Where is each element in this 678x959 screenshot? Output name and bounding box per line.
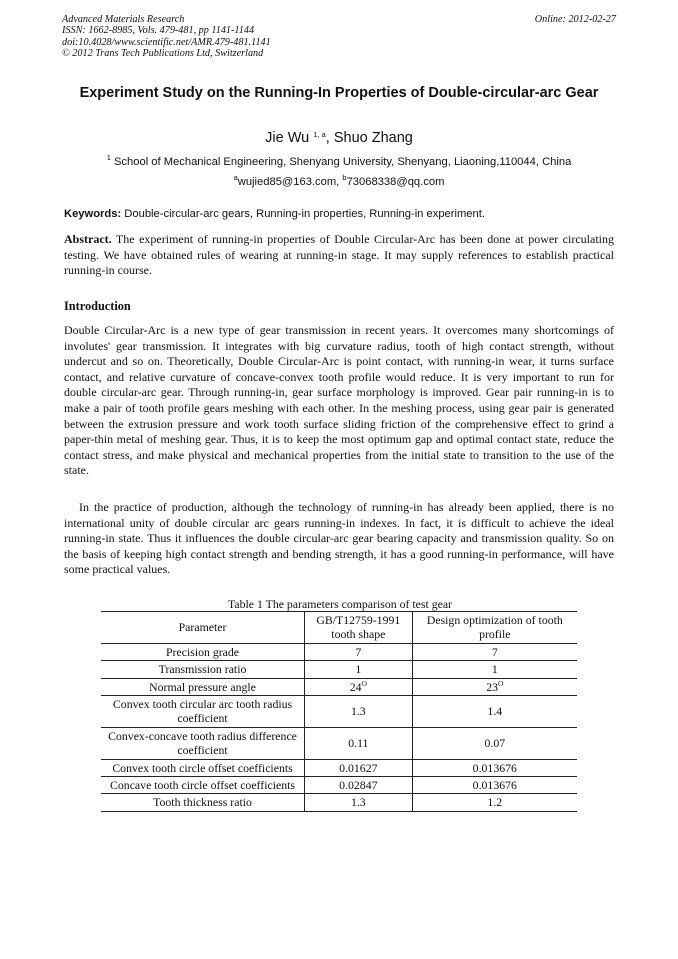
table-cell: 7 <box>305 643 413 660</box>
paper-title: Experiment Study on the Running-In Properties of Double-circular-arc Gear <box>79 85 599 101</box>
table-cell: Precision grade <box>101 643 305 660</box>
table-cell: 0.07 <box>484 736 506 751</box>
email-sup-b: b <box>342 173 347 182</box>
journal-header <box>62 14 618 60</box>
header-parameter: Parameter <box>101 612 305 644</box>
table-cell: 0.11 <box>305 727 413 759</box>
author-separator: , <box>325 130 334 146</box>
header-gb-tooth-shape: GB/T12759-1991 tooth shape <box>305 612 413 644</box>
copyright-line: © 2012 Trans Tech Publications Ltd, Switzerland <box>62 48 264 60</box>
table-cell: Convex tooth circular arc tooth radius coefficient <box>101 696 305 728</box>
table-row <box>101 794 577 811</box>
table-cell: 1 <box>305 661 413 678</box>
table-cell: Tooth thickness ratio <box>101 794 305 811</box>
table-cell: 1.3 <box>305 696 413 728</box>
table-caption: Table 1 The parameters comparison of test gear <box>228 597 452 611</box>
table-cell-angle <box>412 678 577 695</box>
table-row <box>101 759 577 776</box>
header-design-optimization: Design optimization of tooth profile <box>426 613 563 642</box>
keywords-text: Double-circular-arc gears, Running-in properties, Running-in experiment. <box>121 208 485 220</box>
table-cell: 1 <box>491 662 498 677</box>
table-cell: 0.02847 <box>305 777 413 794</box>
table-cell-angle <box>305 678 413 695</box>
author-1-sup: 1, a <box>313 130 326 139</box>
table-cell: 1.4 <box>487 704 503 719</box>
author-1: Jie Wu <box>265 130 310 146</box>
table-cell: 7 <box>491 644 498 659</box>
issn-line: ISSN: 1662-8985, Vols. 479-481, pp 1141-1144 <box>62 25 255 37</box>
abstract-label: Abstract. <box>64 232 112 246</box>
table-row <box>101 661 577 678</box>
keywords-label: Keywords: <box>64 208 122 220</box>
email-line <box>62 173 616 188</box>
email-1: wujied85@163.com, <box>237 176 343 188</box>
table-cell: Transmission ratio <box>101 661 305 678</box>
angle-value: 24 <box>349 679 362 694</box>
affiliation-sup: 1 <box>106 153 111 162</box>
table-cell: Normal pressure angle <box>101 678 305 695</box>
table-cell: Concave tooth circle offset coefficients <box>101 777 305 794</box>
author-2: Shuo Zhang <box>333 130 413 146</box>
table-cell: Convex-concave tooth radius difference coefficient <box>101 727 305 759</box>
abstract-text: The experiment of running-in properties of Double Circular-Arc has been done at power circulating testing. We have obtained rules of wearing at running-in stage. It may supply references to establish practical running-in course. <box>64 232 614 278</box>
table-cell: 0.01627 <box>305 759 413 776</box>
keywords <box>64 208 616 220</box>
table-cell: 0.013676 <box>472 778 517 793</box>
table-cell: 0.013676 <box>472 760 517 775</box>
degree-mark: O <box>497 678 504 688</box>
author-line <box>62 130 616 146</box>
abstract <box>64 232 614 279</box>
degree-mark: O <box>361 678 367 688</box>
parameters-table <box>101 611 577 812</box>
table-header-row <box>101 612 577 644</box>
online-date: Online: 2012-02-27 <box>534 14 616 25</box>
email-2: 73068338@qq.com <box>346 176 445 188</box>
email-sup-a: a <box>233 173 238 182</box>
table-row <box>101 727 577 759</box>
table-row <box>101 696 577 728</box>
table-row <box>101 777 577 794</box>
doi-line: doi:10.4028/www.scientific.net/AMR.479-481.1141 <box>62 36 271 48</box>
angle-value: 23 <box>486 679 498 694</box>
introduction-heading: Introduction <box>64 299 131 313</box>
table-cell: Convex tooth circle offset coefficients <box>101 759 305 776</box>
intro-paragraph-2: In the practice of production, although the technology of running-in has already been applied, there is no international unity of double circular arc gears running-in indexes. In fact, it is difficult to achieve the ideal running-in state. Thus it influences the double circular-arc gear bearing capacity and transmission quality. So on the basis of keeping high contact strength and bending strength, it has a good running-in performance, will have some practical values. <box>64 500 614 577</box>
affiliation-text: School of Mechanical Engineering, Shenyang University, Shenyang, Liaoning,110044, China <box>113 156 572 168</box>
intro-paragraph-1: Double Circular-Arc is a new type of gear transmission in recent years. It overcomes many shortcomings of involutes' gear transmission. It integrates with big curvature radius, tooth of high contact strength, without undercut and so on. Theoretically, Double Circular-Arc is point contact, with running-in wear, it turns surface contact, and relative curvature of concave-convex tooth profile would reduce. It is very important to run for double circular-arc gear. Through running-in, gear surface morphology is improved. Gear pair running-in is to make a pair of tooth profile gears meshing with each other. In the meshing process, using gear pair is generated between the extrusion pressure and work tooth surface sliding friction of the comprehensive effect to grind a paper-thin metal of meshing gear. Thus, it is to keep the most optimum gap and optimal contact state, reduce the contact stress, and make physical and mechanical properties from the initial state to transition to the use of the state. <box>64 323 614 478</box>
affiliation <box>62 153 616 168</box>
table-cell: 1.2 <box>487 795 503 810</box>
table-row <box>101 678 577 695</box>
table-cell: 1.3 <box>305 794 413 811</box>
table-row <box>101 643 577 660</box>
journal-name: Advanced Materials Research <box>62 14 185 25</box>
